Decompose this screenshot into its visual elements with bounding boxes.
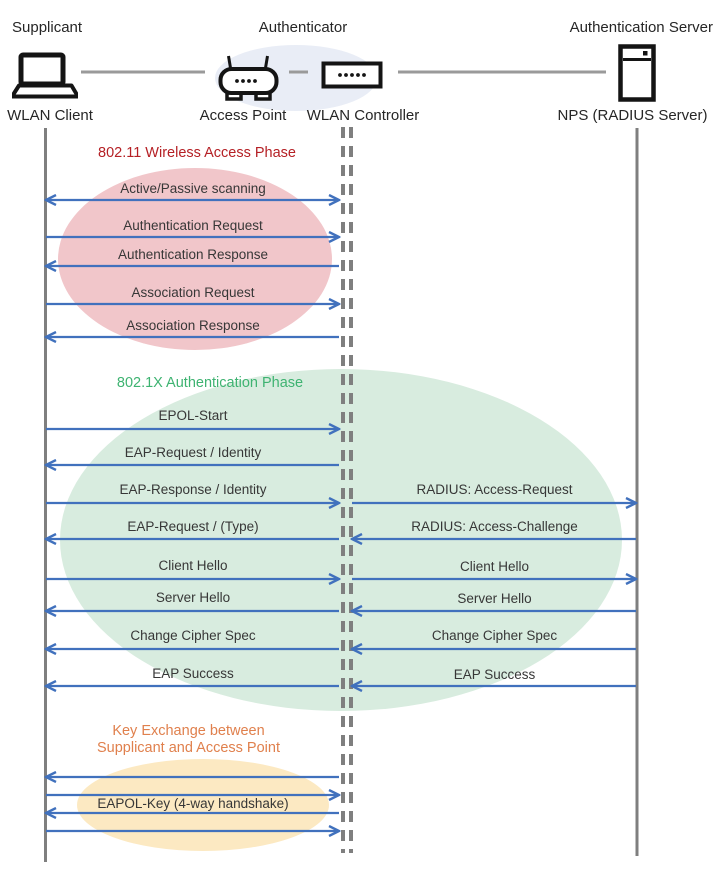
msg-assoc-request: Association Request [131, 285, 255, 300]
laptop-icon [12, 52, 78, 99]
msg-client-hello-left: Client Hello [158, 558, 228, 573]
msg-eap-response-identity: EAP-Response / Identity [119, 482, 267, 497]
msg-radius-access-challenge: RADIUS: Access-Challenge [411, 519, 578, 534]
phase1-title: 802.11 Wireless Access Phase [98, 145, 296, 161]
msg-change-cipher-left: Change Cipher Spec [130, 628, 256, 643]
msg-eap-request-type: EAP-Request / (Type) [127, 519, 259, 534]
device-nps-radius-server: NPS (RADIUS Server) [557, 107, 708, 124]
msg-auth-request: Authentication Request [123, 218, 263, 233]
msg-server-hello-right: Server Hello [457, 591, 532, 606]
msg-scanning: Active/Passive scanning [120, 181, 266, 196]
msg-auth-response: Authentication Response [117, 247, 269, 262]
msg-eap-request-identity: EAP-Request / Identity [124, 445, 262, 460]
server-icon [618, 44, 656, 102]
device-wlan-client: WLAN Client [7, 107, 93, 124]
msg-eap-success-left: EAP Success [152, 666, 234, 681]
msg-epol-start: EPOL-Start [158, 408, 228, 423]
msg-client-hello-right: Client Hello [459, 559, 530, 574]
msg-assoc-response: Association Response [126, 318, 260, 333]
msg-eap-success-right: EAP Success [453, 667, 536, 682]
phase3-title [47, 723, 330, 757]
access-point-icon [218, 54, 279, 102]
msg-eapol-key-handshake: EAPOL-Key (4-way handshake) [97, 796, 289, 811]
role-authentication-server: Authentication Server [569, 19, 713, 36]
wlan-controller-icon [321, 61, 383, 89]
role-authenticator: Authenticator [258, 19, 348, 36]
msg-change-cipher-right: Change Cipher Spec [431, 628, 558, 643]
phase2-title: 802.1X Authentication Phase [116, 375, 304, 391]
phase3-title-line2: Supplicant and Access Point [97, 740, 280, 756]
msg-radius-access-request: RADIUS: Access-Request [416, 482, 573, 497]
role-supplicant: Supplicant [12, 19, 83, 36]
device-access-point: Access Point [199, 107, 287, 124]
phase3-title-line1: Key Exchange between [112, 723, 265, 739]
device-wlan-controller: WLAN Controller [306, 107, 420, 124]
msg-server-hello-left: Server Hello [155, 590, 231, 605]
